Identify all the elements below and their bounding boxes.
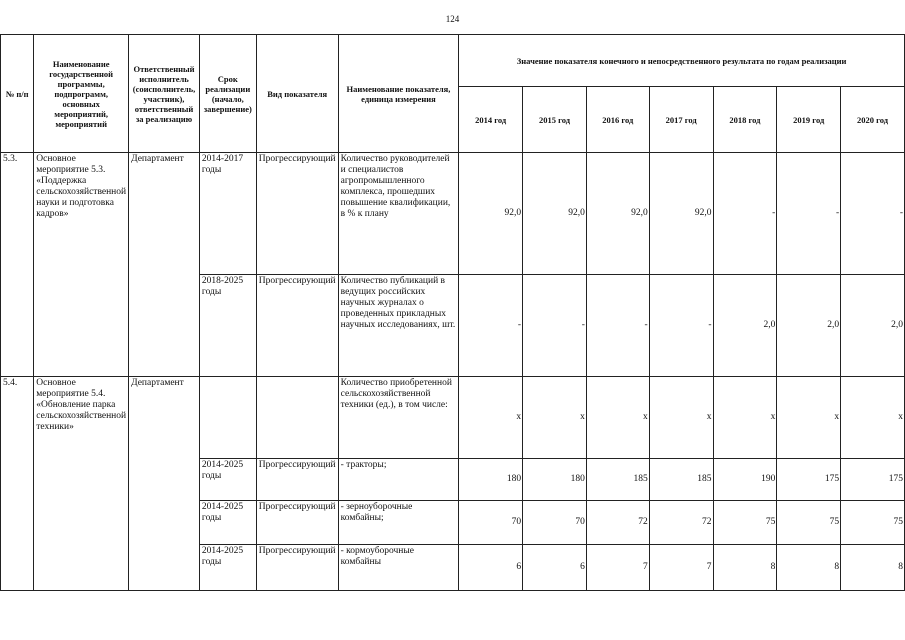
header-year: 2014 год <box>459 87 523 153</box>
table-row <box>1 153 905 275</box>
value-cell: 185 <box>649 459 713 501</box>
header-values: Значение показателя конечного и непосредственного результата по годам реализации <box>459 35 905 87</box>
period <box>199 377 256 459</box>
value-cell: - <box>841 153 905 275</box>
indicators-table <box>0 34 905 591</box>
value-cell: 190 <box>713 459 777 501</box>
value-cell: 2,0 <box>841 275 905 377</box>
header-year: 2015 год <box>523 87 587 153</box>
indicator-name: - тракторы; <box>338 459 459 501</box>
value-cell: 92,0 <box>586 153 649 275</box>
value-cell: 7 <box>649 545 713 591</box>
header-name: Наименование государственной программы, подпрограмм, основных мероприятий, мероприятий <box>34 35 129 153</box>
period: 2014-2017 годы <box>199 153 256 275</box>
value-cell: 2,0 <box>713 275 777 377</box>
indicator-type: Прогрессирующий <box>256 275 338 377</box>
indicator-name: - кормоуборочные комбайны <box>338 545 459 591</box>
indicator-type <box>256 377 338 459</box>
value-cell: 92,0 <box>459 153 523 275</box>
activity-name: Основное мероприятие 5.4. «Обновление парка сельскохозяйственной техники» <box>34 377 129 591</box>
indicator-name: Количество приобретенной сельскохозяйственной техники (ед.), в том числе: <box>338 377 459 459</box>
indicator-name: Количество публикаций в ведущих российских научных журналах о проведенных прикладных научных исследованиях, шт. <box>338 275 459 377</box>
value-cell: 175 <box>841 459 905 501</box>
value-cell: x <box>841 377 905 459</box>
value-cell: 175 <box>777 459 841 501</box>
row-number: 5.4. <box>1 377 34 591</box>
value-cell: 7 <box>586 545 649 591</box>
header-year: 2018 год <box>713 87 777 153</box>
value-cell: - <box>777 153 841 275</box>
period: 2014-2025 годы <box>199 501 256 545</box>
value-cell: x <box>523 377 587 459</box>
value-cell: - <box>649 275 713 377</box>
table-row <box>1 377 905 459</box>
value-cell: - <box>459 275 523 377</box>
value-cell: 180 <box>523 459 587 501</box>
value-cell: x <box>777 377 841 459</box>
value-cell: x <box>459 377 523 459</box>
executor: Департамент <box>129 153 200 377</box>
indicator-type: Прогрессирующий <box>256 545 338 591</box>
value-cell: 75 <box>841 501 905 545</box>
value-cell: x <box>713 377 777 459</box>
period: 2014-2025 годы <box>199 459 256 501</box>
executor: Департамент <box>129 377 200 591</box>
value-cell: 70 <box>459 501 523 545</box>
indicator-name: Количество руководителей и специалистов агропромышленного комплекса, прошедших повышение квалификации, в % к плану <box>338 153 459 275</box>
period: 2018-2025 годы <box>199 275 256 377</box>
activity-name: Основное мероприятие 5.3. «Поддержка сельскохозяйственной науки и подготовка кадров» <box>34 153 129 377</box>
header-year: 2019 год <box>777 87 841 153</box>
value-cell: x <box>586 377 649 459</box>
page-number: 124 <box>445 14 460 24</box>
header-type: Вид показателя <box>256 35 338 153</box>
value-cell: 92,0 <box>649 153 713 275</box>
value-cell: 75 <box>713 501 777 545</box>
value-cell: 8 <box>713 545 777 591</box>
indicator-type: Прогрессирующий <box>256 153 338 275</box>
value-cell: 185 <box>586 459 649 501</box>
header-period: Срок реализации (начало, завершение) <box>199 35 256 153</box>
period: 2014-2025 годы <box>199 545 256 591</box>
row-number: 5.3. <box>1 153 34 377</box>
value-cell: 8 <box>777 545 841 591</box>
value-cell: 72 <box>586 501 649 545</box>
header-year: 2020 год <box>841 87 905 153</box>
value-cell: - <box>523 275 587 377</box>
value-cell: - <box>586 275 649 377</box>
header-year: 2016 год <box>586 87 649 153</box>
header-year: 2017 год <box>649 87 713 153</box>
value-cell: 72 <box>649 501 713 545</box>
value-cell: x <box>649 377 713 459</box>
indicator-type: Прогрессирующий <box>256 459 338 501</box>
header-indicator: Наименование показателя, единица измерения <box>338 35 459 153</box>
value-cell: 2,0 <box>777 275 841 377</box>
value-cell: 70 <box>523 501 587 545</box>
indicator-type: Прогрессирующий <box>256 501 338 545</box>
value-cell: 6 <box>459 545 523 591</box>
header-num: № п/п <box>1 35 34 153</box>
value-cell: 8 <box>841 545 905 591</box>
value-cell: 92,0 <box>523 153 587 275</box>
value-cell: 180 <box>459 459 523 501</box>
indicator-name: - зерноуборочные комбайны; <box>338 501 459 545</box>
header-executor: Ответственный исполнитель (соисполнитель, участник), ответственный за реализацию <box>129 35 200 153</box>
value-cell: - <box>713 153 777 275</box>
value-cell: 75 <box>777 501 841 545</box>
value-cell: 6 <box>523 545 587 591</box>
